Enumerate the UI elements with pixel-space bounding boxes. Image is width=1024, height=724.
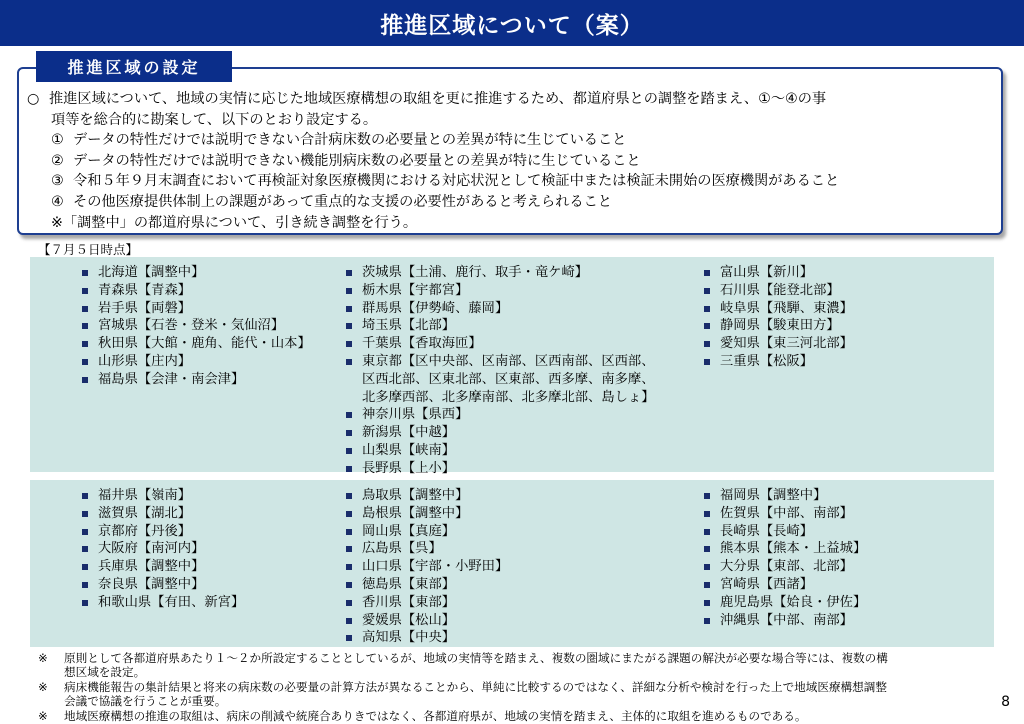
footnote-text: 想区域を設定。	[64, 665, 146, 680]
footnote-text: 地域医療構想の推進の取組は、病床の削減や統廃合ありきではなく、各都道府県が、地域の実情を踏まえ、主体的に取組を進めるものである。	[64, 708, 807, 723]
footnote-3	[38, 709, 888, 723]
criterion-text: その他医療提供体制上の課題があって重点的な支援の必要性があると考えられること	[73, 193, 612, 210]
region-item: 福岡県【調整中】	[702, 487, 866, 505]
region-item: 富山県【新川】	[702, 264, 853, 282]
adjusting-note: ※「調整中」の都道府県について、引き続き調整を行う。	[51, 214, 418, 231]
criterion-num: ③	[51, 173, 64, 190]
region-item: 鳥取県【調整中】	[344, 487, 508, 505]
region-item: 東京都【区中央部、区南部、区西南部、区西部、	[344, 353, 655, 371]
region-item: 岩手県【両磐】	[80, 300, 311, 318]
intro-line-1	[27, 89, 995, 110]
region-item: 宮崎県【西諸】	[702, 576, 866, 594]
criterion-4	[27, 192, 995, 213]
as-of-date: 【７月５日時点】	[38, 242, 139, 257]
footnote-text: 原則として各都道府県あたり１～２か所設定することとしているが、地域の実情等を踏まえ、複数の圏域にまたがる課題の解決が必要な場合等には、複数の構	[64, 651, 888, 665]
region-item: 大阪府【南河内】	[80, 540, 244, 558]
region-item: 北多摩西部、北多摩南部、北多摩北部、島しょ】	[362, 389, 655, 405]
region-item: 福島県【会津・南会津】	[80, 371, 311, 389]
region-item: 高知県【中央】	[344, 629, 508, 647]
footnote-text: 病床機能報告の集計結果と将来の病床数の必要量の計算方法が異なることから、単純に比較するのではなく、詳細な分析や検討を行った上で地域医療構想調整	[64, 679, 887, 694]
region-item: 区西北部、区東北部、区東部、西多摩、南多摩、	[362, 371, 655, 387]
footnotes	[38, 651, 888, 723]
region-item: 愛媛県【松山】	[344, 612, 508, 630]
region-item: 島根県【調整中】	[344, 505, 508, 523]
region-item: 北海道【調整中】	[80, 264, 311, 282]
criterion-2	[27, 151, 995, 172]
region-item: 長崎県【長崎】	[702, 523, 866, 541]
page-number: 8	[1001, 694, 1010, 710]
region-item: 山梨県【峡南】	[344, 442, 655, 460]
region-item: 京都府【丹後】	[80, 523, 244, 541]
criterion-text: データの特性だけでは説明できない合計病床数の必要量との差異が特に生じていること	[73, 132, 627, 149]
footnote-2	[38, 680, 888, 694]
region-column	[80, 264, 311, 389]
intro-bullet: ○	[27, 91, 40, 107]
region-item: 広島県【呉】	[344, 540, 508, 558]
region-item: 青森県【青森】	[80, 282, 311, 300]
criterion-num: ②	[51, 152, 64, 169]
region-item: 愛知県【東三河北部】	[702, 335, 853, 353]
region-item: 熊本県【熊本・上益城】	[702, 540, 866, 558]
region-item: 奈良県【調整中】	[80, 576, 244, 594]
region-column	[80, 487, 244, 612]
region-item: 長野県【上小】	[344, 460, 655, 478]
criterion-num: ④	[51, 193, 64, 210]
region-item: 石川県【能登北部】	[702, 282, 853, 300]
region-item: 群馬県【伊勢崎、藤岡】	[344, 300, 655, 318]
section-label: 推進区域の設定	[36, 51, 232, 82]
region-item: 山口県【宇部・小野田】	[344, 558, 508, 576]
criterion-text: データの特性だけでは説明できない機能別病床数の必要量との差異が特に生じていること	[73, 152, 641, 169]
region-item: 三重県【松阪】	[702, 353, 853, 371]
region-item: 山形県【庄内】	[80, 353, 311, 371]
footnote-text: 会議で協議を行うことが重要。	[64, 694, 227, 709]
note-mark: ※	[38, 708, 48, 723]
region-item: 静岡県【駿東田方】	[702, 317, 853, 335]
footnote-1	[38, 651, 888, 665]
region-item: 千葉県【香取海匝】	[344, 335, 655, 353]
region-column	[702, 264, 853, 371]
region-item: 和歌山県【有田、新宮】	[80, 594, 244, 612]
region-column	[702, 487, 866, 629]
region-item: 埼玉県【北部】	[344, 317, 655, 335]
region-item: 香川県【東部】	[344, 594, 508, 612]
region-item: 岡山県【真庭】	[344, 523, 508, 541]
region-item: 徳島県【東部】	[344, 576, 508, 594]
region-item: 秋田県【大館・鹿角、能代・山本】	[80, 335, 311, 353]
intro-text-2: 項等を総合的に勘案して、以下のとおり設定する。	[51, 111, 378, 128]
region-item: 神奈川県【県西】	[344, 406, 655, 424]
setting-body	[27, 89, 995, 233]
criterion-num: ①	[51, 132, 64, 149]
region-item: 栃木県【宇都宮】	[344, 282, 655, 300]
region-item: 福井県【嶺南】	[80, 487, 244, 505]
region-panel-1	[30, 257, 994, 476]
page-title: 推進区域について（案）	[0, 0, 1024, 46]
region-panel-2	[30, 480, 994, 647]
criterion-1	[27, 130, 995, 151]
intro-text-1: 推進区域について、地域の実情に応じた地域医療構想の取組を更に推進するため、都道府県との調整を踏まえ、①～④の事	[49, 91, 827, 107]
region-item: 大分県【東部、北部】	[702, 558, 866, 576]
region-item: 宮城県【石巻・登米・気仙沼】	[80, 317, 311, 335]
region-item: 滋賀県【湖北】	[80, 505, 244, 523]
criterion-3	[27, 171, 995, 192]
note-mark: ※	[38, 679, 48, 694]
note-mark: ※	[38, 651, 48, 665]
region-item: 沖縄県【中部、南部】	[702, 612, 866, 630]
region-column	[344, 264, 655, 478]
region-item: 岐阜県【飛騨、東濃】	[702, 300, 853, 318]
criterion-text: 令和５年９月末調査において再検証対象医療機関における対応状況として検証中または検証未開始の医療機関があること	[73, 173, 840, 190]
region-column	[344, 487, 508, 647]
setting-box	[17, 67, 1003, 235]
region-item: 佐賀県【中部、南部】	[702, 505, 866, 523]
region-item: 茨城県【土浦、鹿行、取手・竜ケ崎】	[344, 264, 655, 282]
region-item: 新潟県【中越】	[344, 424, 655, 442]
region-item: 兵庫県【調整中】	[80, 558, 244, 576]
region-item: 鹿児島県【姶良・伊佐】	[702, 594, 866, 612]
